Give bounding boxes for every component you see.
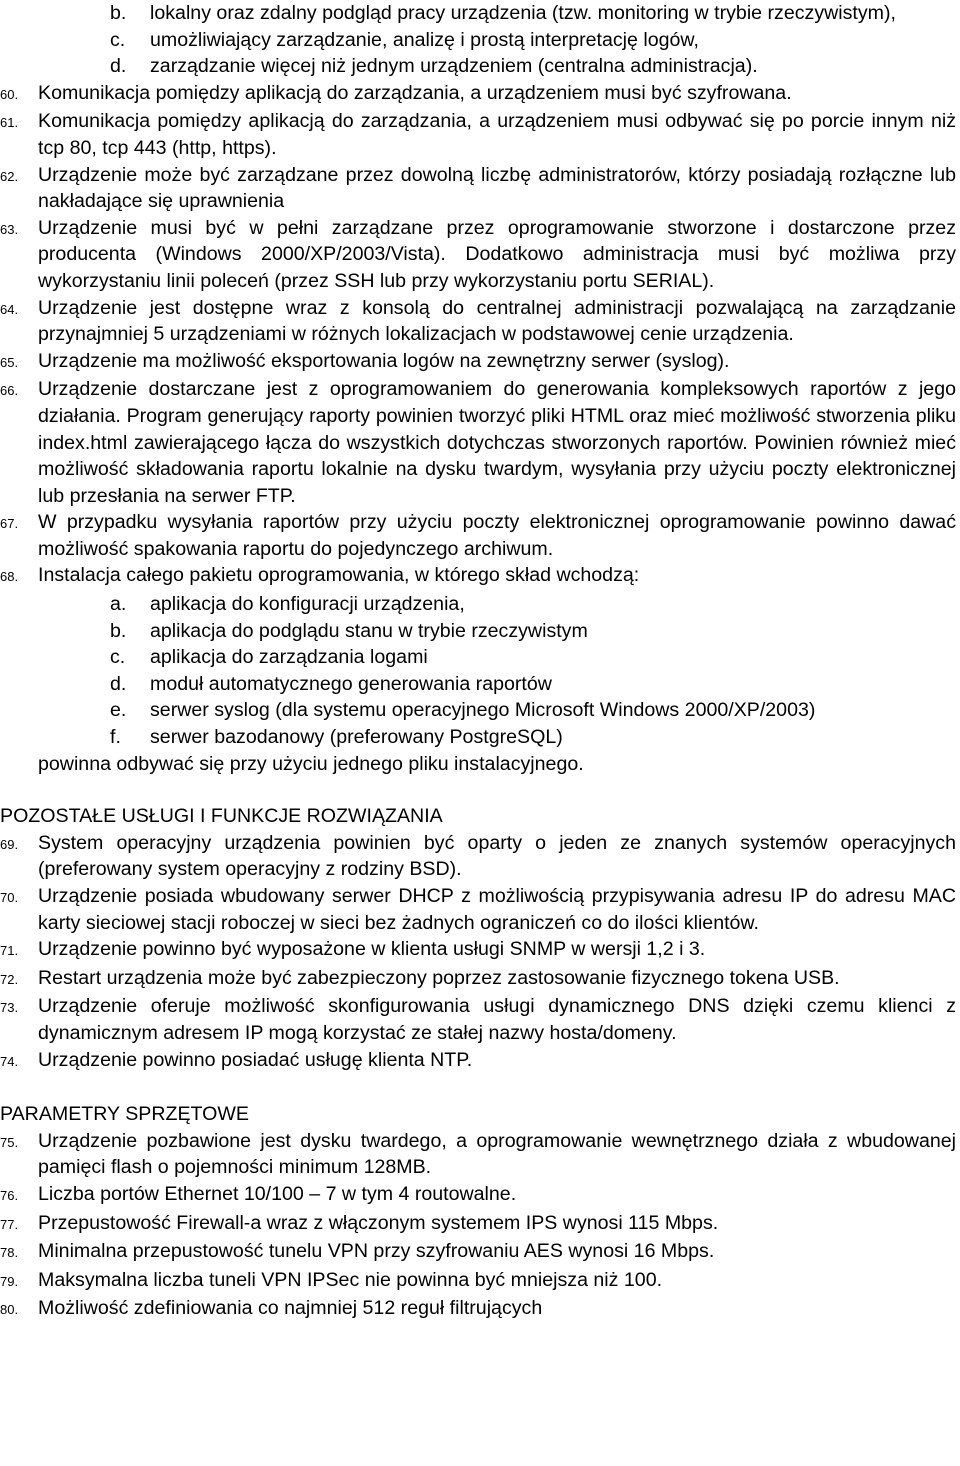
item-text: Minimalna przepustowość tunelu VPN przy szyfrowaniu AES wynosi 16 Mbps.	[38, 1240, 715, 1263]
subitem-text: aplikacja do zarządzania logami	[150, 646, 428, 669]
item-number: 64.	[0, 301, 19, 317]
item-number: 78.	[0, 1245, 19, 1261]
list-item	[0, 671, 960, 698]
list-item	[0, 1128, 960, 1181]
section-heading-hardware: PARAMETRY SPRZĘTOWE	[0, 1103, 249, 1126]
item-number: 60.	[0, 86, 19, 102]
item-text: Urządzenie dostarczane jest z oprogramowaniem do generowania kompleksowych raportów z jego działania. Program generujący raporty powinien tworzyć pliki HTML oraz mieć możliwość stworzenia pliku index.html zawierającego łącza do wszystkich dotychczas stworzonych raportów. Powinien również mieć możliwość składowania raportu lokalnie na dysku twardym, wysyłania przy użyciu poczty elektronicznej lub przesłania na serwer FTP.	[38, 378, 956, 507]
item-text: Urządzenie ma możliwość eksportowania logów na zewnętrzny serwer (syslog).	[38, 349, 730, 372]
item-text: Maksymalna liczba tuneli VPN IPSec nie powinna być mniejsza niż 100.	[38, 1268, 663, 1291]
item-text: Możliwość zdefiniowania co najmniej 512 reguł filtrujących	[38, 1297, 543, 1320]
section-heading-services: POZOSTAŁE USŁUGI I FUNKCJE ROZWIĄZANIA	[0, 805, 443, 828]
subitem-text: serwer syslog (dla systemu operacyjnego Microsoft Windows 2000/XP/2003)	[150, 699, 816, 722]
list-item	[0, 883, 960, 936]
list-item	[0, 936, 960, 965]
item-text: Przepustowość Firewall-a wraz z włączonym systemem IPS wynosi 115 Mbps.	[38, 1211, 719, 1234]
top-subitem-list	[0, 0, 960, 80]
numbered-list-c	[0, 1128, 960, 1324]
list-item	[0, 376, 960, 509]
item-number: 74.	[0, 1053, 19, 1069]
item-number: 67.	[0, 516, 19, 532]
subitem-text: zarządzanie więcej niż jednym urządzeniem (centralna administracja).	[150, 55, 758, 78]
list-item	[0, 697, 960, 724]
item68-subitem-list	[0, 591, 960, 751]
list-item	[0, 53, 960, 80]
subitem-text: lokalny oraz zdalny podgląd pracy urządzenia (tzw. monitoring w trybie rzeczywistym),	[150, 2, 896, 24]
item-text: Urządzenie może być zarządzane przez dowolną liczbę administratorów, którzy posiadają rozłączne lub nakładające się uprawnienia	[38, 163, 956, 213]
item-number: 75.	[0, 1134, 19, 1150]
list-item	[0, 1238, 960, 1267]
item-number: 73.	[0, 1000, 19, 1016]
list-item	[0, 1210, 960, 1239]
subitem-label: d.	[110, 672, 127, 695]
item-number: 61.	[0, 115, 19, 131]
item-number: 72.	[0, 971, 19, 987]
item-text: Restart urządzenia może być zabezpieczony poprzez zastosowanie fizycznego tokena USB.	[38, 966, 840, 989]
list-item	[0, 618, 960, 645]
item-text: Liczba portów Ethernet 10/100 – 7 w tym 4 routowalne.	[38, 1182, 517, 1205]
item-number: 70.	[0, 890, 19, 905]
list-item	[0, 1047, 960, 1076]
item-text: System operacyjny urządzenia powinien być oparty o jeden ze znanych systemów operacyjnych (preferowany system operacyjny z rodziny BSD).	[38, 831, 956, 881]
list-item	[0, 830, 960, 883]
subitem-text: aplikacja do konfiguracji urządzenia,	[150, 593, 465, 616]
list-item	[0, 0, 960, 27]
subitem-label: b.	[110, 619, 127, 642]
subitem-label: c.	[110, 28, 126, 51]
item-number: 71.	[0, 943, 19, 959]
item-number: 65.	[0, 354, 19, 370]
item-text: W przypadku wysyłania raportów przy użyciu poczty elektronicznej oprogramowanie powinno dawać możliwość spakowania raportu do pojedynczego archiwum.	[38, 511, 956, 560]
item-text: Urządzenie posiada wbudowany serwer DHCP z możliwością przypisywania adresu IP do adresu MAC karty sieciowej stacji roboczej w sieci bez żadnych ograniczeń co do ilości klientów.	[38, 885, 956, 934]
subitem-label: f.	[110, 726, 121, 749]
item-number: 76.	[0, 1187, 19, 1203]
subitem-text: umożliwiający zarządzanie, analizę i prostą interpretację logów,	[150, 28, 699, 51]
subitem-label: a.	[110, 593, 127, 616]
list-item	[0, 27, 960, 54]
numbered-list-b	[0, 830, 960, 1075]
item-number: 63.	[0, 221, 19, 237]
list-item	[0, 1267, 960, 1296]
list-item	[0, 215, 960, 295]
item-text: Urządzenie musi być w pełni zarządzane przez oprogramowanie stworzone i dostarczone przez producenta (Windows 2000/XP/2003/Vista). Dodatkowo administracja musi być możliwa przy wykorzystaniu linii poleceń (przez SSH lub przy wykorzystaniu portu SERIAL).	[38, 216, 956, 292]
numbered-list-a	[0, 80, 960, 591]
list-item	[0, 965, 960, 994]
list-item	[0, 1181, 960, 1210]
subitem-text: aplikacja do podglądu stanu w trybie rzeczywistym	[150, 619, 588, 642]
list-item	[0, 108, 960, 161]
item-text: Urządzenie powinno posiadać usługę klienta NTP.	[38, 1048, 473, 1071]
item-number: 80.	[0, 1302, 19, 1318]
item-text: Komunikacja pomiędzy aplikacją do zarządzania, a urządzeniem musi być szyfrowana.	[38, 81, 792, 104]
list-item	[0, 348, 960, 377]
list-item	[0, 1295, 960, 1324]
item-text: Instalacja całego pakietu oprogramowania, w którego skład wchodzą:	[38, 564, 640, 587]
list-item	[0, 591, 960, 618]
list-item	[0, 162, 960, 215]
item-text: Urządzenie powinno być wyposażone w klienta usługi SNMP w wersji 1,2 i 3.	[38, 938, 706, 961]
list-item	[0, 993, 960, 1046]
list-item	[0, 295, 960, 348]
subitem-label: d.	[110, 55, 127, 78]
item-text: Urządzenie oferuje możliwość skonfigurowania usługi dynamicznego DNS dzięki czemu klienci z dynamicznym adresem IP mogą korzystać ze stałej nazwy hosta/domeny.	[38, 995, 956, 1044]
item-text: Urządzenie pozbawione jest dysku twardego, a oprogramowanie wewnętrznego działa z wbudowanej pamięci flash o pojemności minimum 128MB.	[38, 1129, 956, 1179]
item-number: 77.	[0, 1216, 19, 1232]
item-number: 68.	[0, 569, 19, 585]
item-number: 79.	[0, 1273, 19, 1289]
list-item	[0, 562, 960, 591]
item-number: 66.	[0, 383, 19, 399]
subitem-label: e.	[110, 699, 127, 722]
subitem-label: c.	[110, 646, 126, 669]
subitem-text: serwer bazodanowy (preferowany PostgreSQL)	[150, 726, 563, 749]
list-item	[0, 80, 960, 109]
item68-closing-text: powinna odbywać się przy użyciu jednego pliku instalacyjnego.	[38, 752, 584, 775]
item-text: Urządzenie jest dostępne wraz z konsolą do centralnej administracji pozwalającą na zarządzanie przynajmniej 5 urządzeniami w różnych lokalizacjach w podstawowej cenie urządzenia.	[38, 296, 956, 346]
list-item	[0, 644, 960, 671]
item-number: 69.	[0, 836, 19, 852]
item-text: Komunikacja pomiędzy aplikacją do zarządzania, a urządzeniem musi odbywać się po porcie innym niż tcp 80, tcp 443 (http, https).	[38, 110, 956, 159]
subitem-text: moduł automatycznego generowania raportów	[150, 672, 552, 695]
list-item	[0, 509, 960, 562]
item-number: 62.	[0, 168, 19, 184]
list-item	[0, 724, 960, 751]
subitem-label: b.	[110, 2, 127, 24]
